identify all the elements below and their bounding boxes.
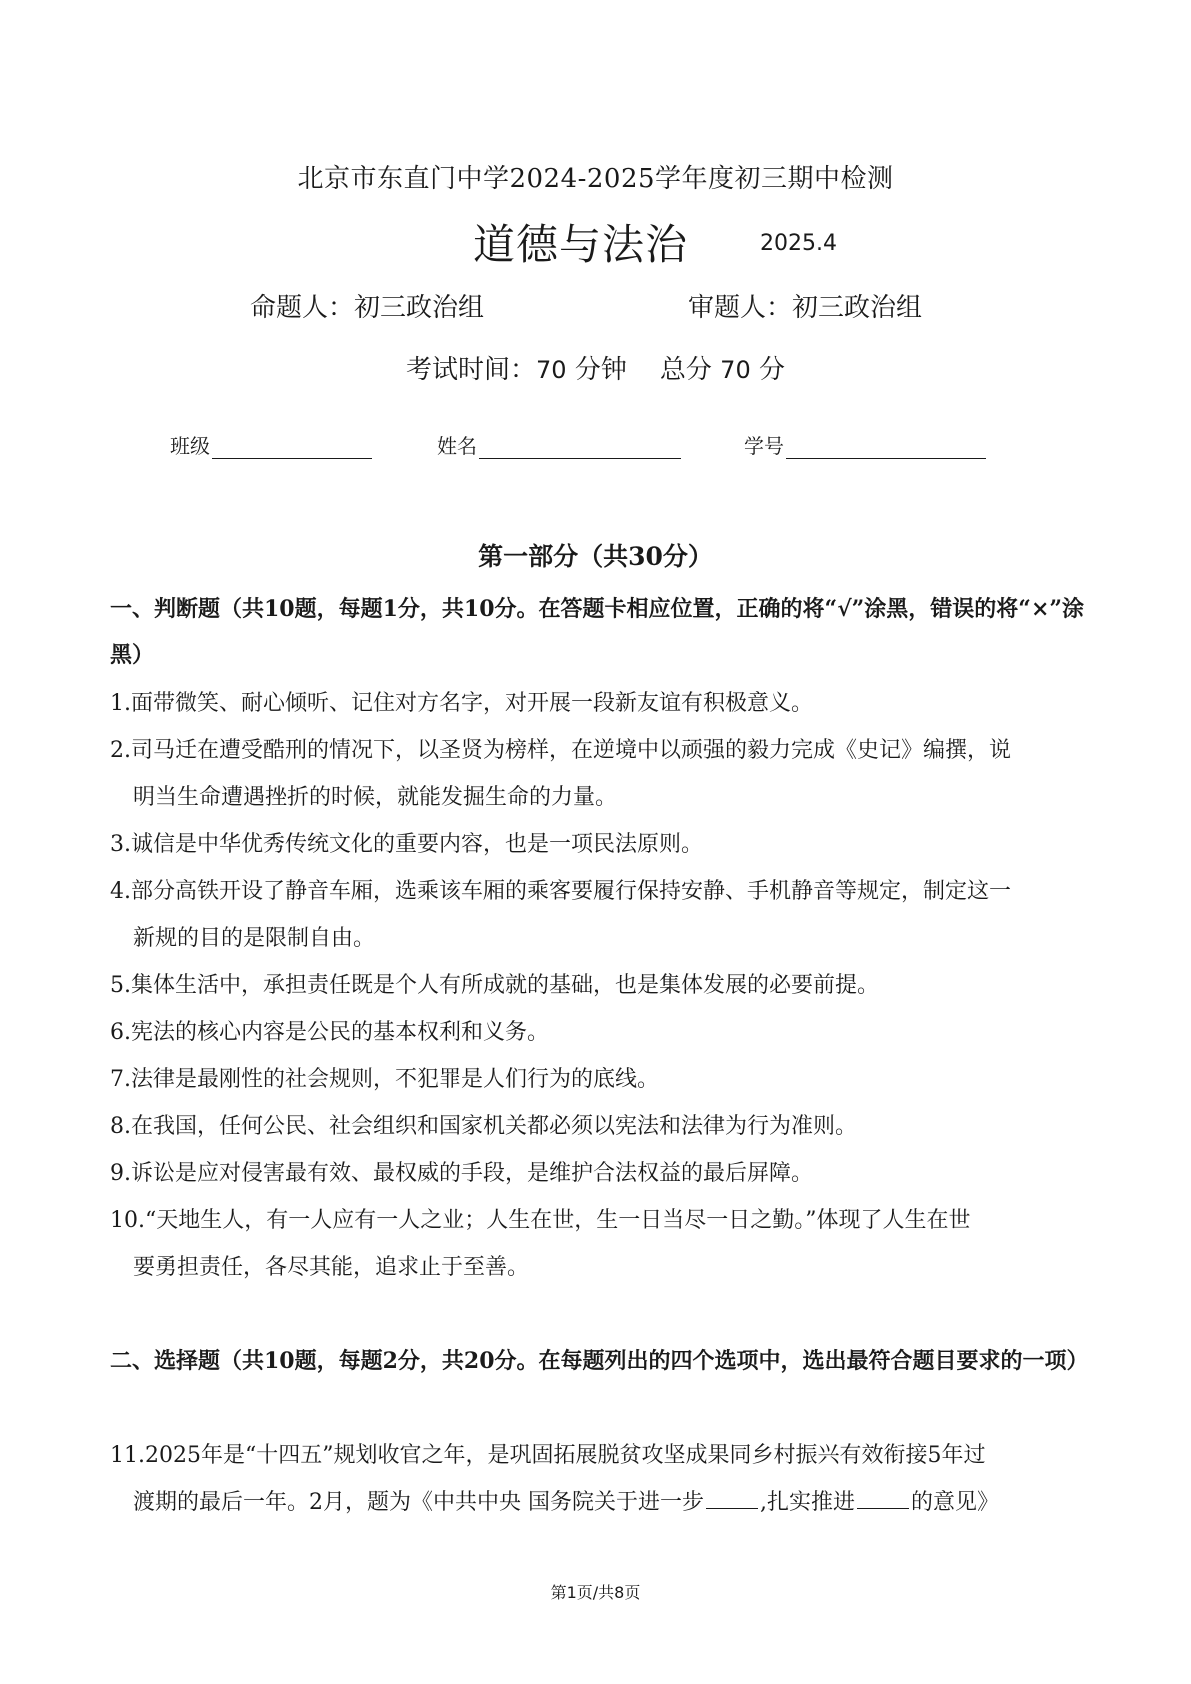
question-number: 3. — [110, 832, 131, 857]
question-7 — [110, 1056, 1095, 1103]
class-field — [170, 430, 372, 459]
question-number: 5. — [110, 973, 131, 998]
page-number: 第1页/共8页 — [550, 1583, 641, 1602]
section-heading: 一、判断题（共10题，每题1分，共10分。在答题卡相应位置，正确的将“√”涂黑，错误的将“×”涂黑） — [110, 596, 1085, 668]
question-text-continued: 要勇担责任，各尽其能，追求止于至善。 — [133, 1255, 530, 1280]
question-11 — [110, 1432, 1095, 1526]
name-blank[interactable] — [479, 436, 681, 459]
class-label: 班级 — [170, 434, 210, 458]
question-number: 6. — [110, 1020, 131, 1045]
question-text: 宪法的核心内容是公民的基本权利和义务。 — [131, 1020, 550, 1045]
question-number: 7. — [110, 1067, 131, 1092]
question-2 — [110, 727, 1095, 821]
exam-info — [0, 349, 1191, 386]
exam-time-value: 70 — [536, 356, 567, 384]
question-10 — [110, 1197, 1095, 1291]
id-field — [744, 430, 986, 459]
question-text: 诚信是中华优秀传统文化的重要内容，也是一项民法原则。 — [131, 832, 704, 857]
class-blank[interactable] — [212, 436, 372, 459]
total-value: 70 — [720, 356, 751, 384]
question-text: 2025年是“十四五”规划收官之年，是巩固拓展脱贫攻坚成果同乡村振兴有效衔接5年过 — [145, 1443, 986, 1468]
question-3 — [110, 821, 1095, 868]
question-number: 2. — [110, 738, 131, 763]
id-blank[interactable] — [786, 436, 986, 459]
part-heading: 第一部分（共30分） — [478, 542, 713, 571]
question-text: 在我国，任何公民、社会组织和国家机关都必须以宪法和法律为行为准则。 — [131, 1114, 858, 1139]
question-number: 4. — [110, 879, 131, 904]
question-number: 10. — [110, 1208, 145, 1233]
subject-title: 道德与法治 — [473, 220, 689, 269]
question-text-continued — [110, 1479, 1095, 1526]
question-text: 司马迁在遭受酷刑的情况下，以圣贤为榜样，在逆境中以顽强的毅力完成《史记》编撰，说 — [131, 738, 1012, 763]
exam-time-unit: 分钟 — [574, 355, 627, 385]
question-number: 8. — [110, 1114, 131, 1139]
question-number: 11. — [110, 1443, 145, 1468]
section-heading: 二、选择题（共10题，每题2分，共20分。在每题列出的四个选项中，选出最符合题目要求的一项） — [110, 1348, 1089, 1374]
question-9 — [110, 1150, 1095, 1197]
question-text: “天地生人，有一人应有一人之业；人生在世，生一日当尽一日之勤。”体现了人生在世 — [145, 1208, 971, 1233]
question-text: 集体生活中，承担责任既是个人有所成就的基础，也是集体发展的必要前提。 — [131, 973, 880, 998]
question-8 — [110, 1103, 1095, 1150]
exam-date: 2025.4 — [760, 231, 837, 256]
exam-time-label: 考试时间： — [405, 355, 536, 385]
question-text-continued: 新规的目的是限制自由。 — [133, 926, 376, 951]
question-6 — [110, 1009, 1095, 1056]
question-1 — [110, 680, 1095, 727]
question-text: 诉讼是应对侵害最有效、最权威的手段，是维护合法权益的最后屏障。 — [131, 1161, 814, 1186]
exam-title: 北京市东直门中学2024-2025学年度初三期中检测 — [297, 164, 894, 194]
question-text-part: ,扎实推进 — [760, 1490, 855, 1515]
question-number: 1. — [110, 691, 131, 716]
question-4 — [110, 868, 1095, 962]
question-text-continued: 明当生命遭遇挫折的时候，就能发掘生命的力量。 — [133, 785, 618, 810]
name-label: 姓名 — [437, 434, 477, 458]
question-5 — [110, 962, 1095, 1009]
id-label: 学号 — [744, 434, 784, 458]
fill-blank[interactable] — [706, 1488, 758, 1509]
reviewer-line: 审题人：初三政治组 — [688, 293, 923, 323]
question-text: 部分高铁开设了静音车厢，选乘该车厢的乘客要履行保持安静、手机静音等规定，制定这一 — [131, 879, 1012, 904]
question-text-part: 的意见》 — [911, 1490, 1000, 1515]
question-text-part: 渡期的最后一年。2月，题为《中共中央 国务院关于进一步 — [133, 1490, 704, 1515]
question-text: 面带微笑、耐心倾听、记住对方名字，对开展一段新友谊有积极意义。 — [131, 691, 814, 716]
total-unit: 分 — [758, 355, 785, 385]
author-line: 命题人：初三政治组 — [250, 293, 485, 323]
fill-blank[interactable] — [857, 1488, 909, 1509]
question-text: 法律是最刚性的社会规则，不犯罪是人们行为的底线。 — [131, 1067, 660, 1092]
total-label: 总分 — [659, 355, 712, 385]
question-number: 9. — [110, 1161, 131, 1186]
name-field — [437, 430, 681, 459]
